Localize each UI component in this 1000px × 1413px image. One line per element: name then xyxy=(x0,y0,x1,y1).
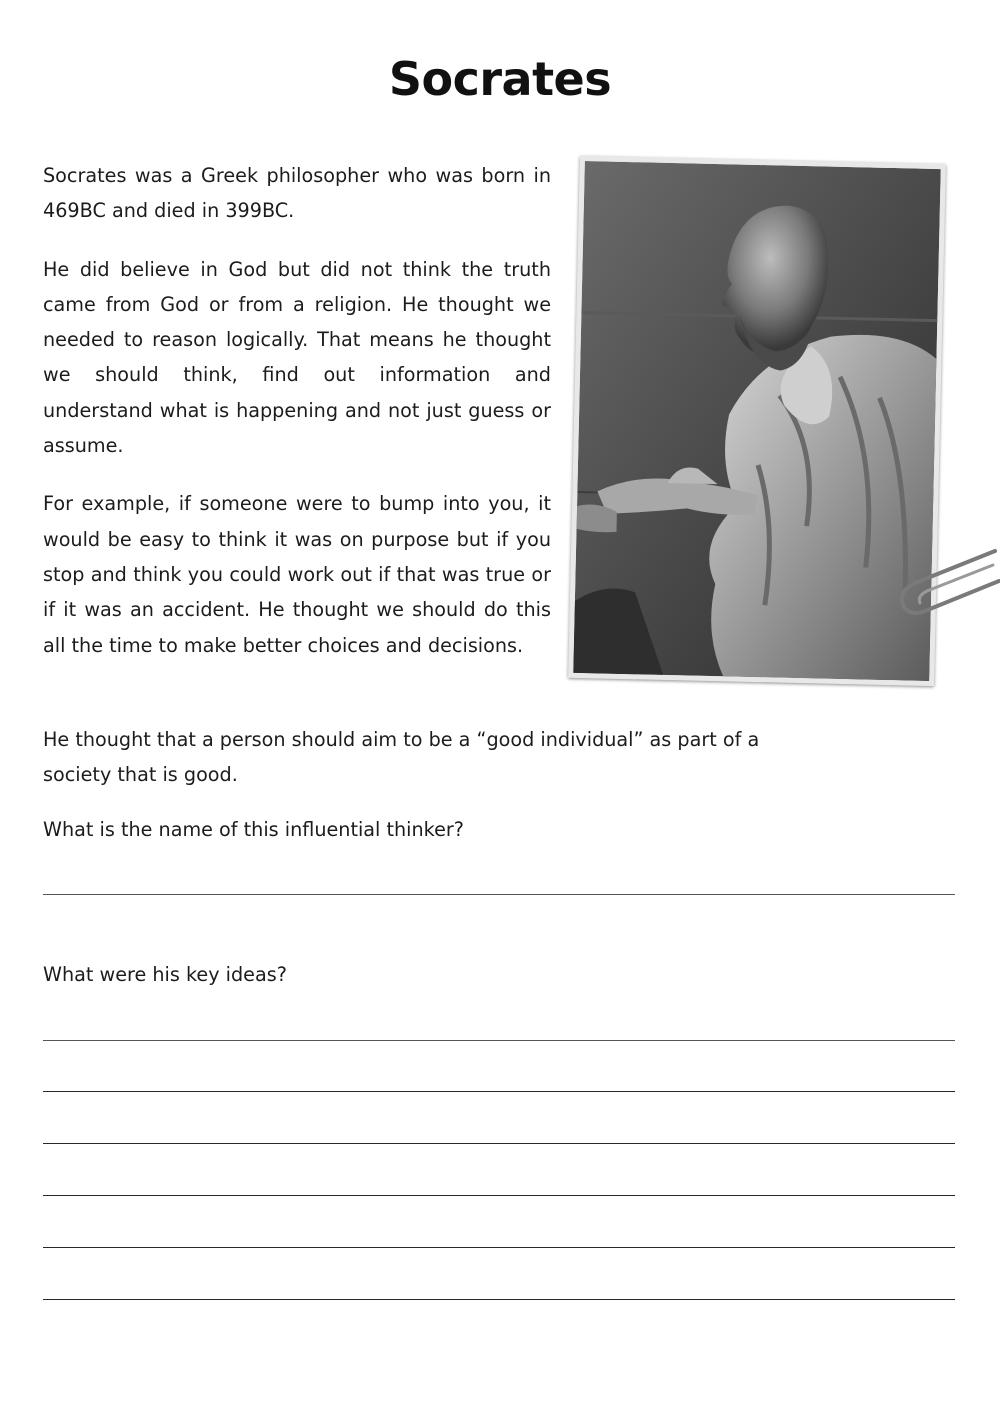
answer-line-ideas-3[interactable] xyxy=(43,1143,955,1144)
paragraph-beliefs: He did believe in God but did not think the truth came from God or from a religion. He thought we needed to reason logically. That means he thought we should think, find out information and understand what is happening and not just guess or assume. xyxy=(43,257,551,458)
answer-line-ideas-5[interactable] xyxy=(43,1247,955,1248)
answer-line-name[interactable] xyxy=(43,894,955,895)
answer-line-ideas-4[interactable] xyxy=(43,1195,955,1196)
paragraph-example: For example, if someone were to bump into you, it would be easy to think it was on purpose but if you stop and think you could work out if that was true or if it was an accident. He thought we should do this all the time to make better choices and decisions. xyxy=(43,492,551,657)
socrates-portrait xyxy=(568,156,946,686)
intro-text xyxy=(43,158,551,686)
answer-line-ideas-1[interactable] xyxy=(43,1040,955,1041)
paragraph-good-individual: He thought that a person should aim to be a “good individual” as part of a society that is good. xyxy=(43,728,760,787)
portrait-illustration xyxy=(573,161,941,681)
question-key-ideas: What were his key ideas? xyxy=(43,963,287,986)
question-name-thinker: What is the name of this influential thinker? xyxy=(43,818,464,841)
paperclip-icon xyxy=(895,543,1000,623)
answer-line-ideas-6[interactable] xyxy=(43,1299,955,1300)
paragraph-birth: Socrates was a Greek philosopher who was born in 469BC and died in 399BC. xyxy=(43,164,551,223)
page-title: Socrates xyxy=(388,52,612,106)
answer-line-ideas-2[interactable] xyxy=(43,1091,955,1092)
